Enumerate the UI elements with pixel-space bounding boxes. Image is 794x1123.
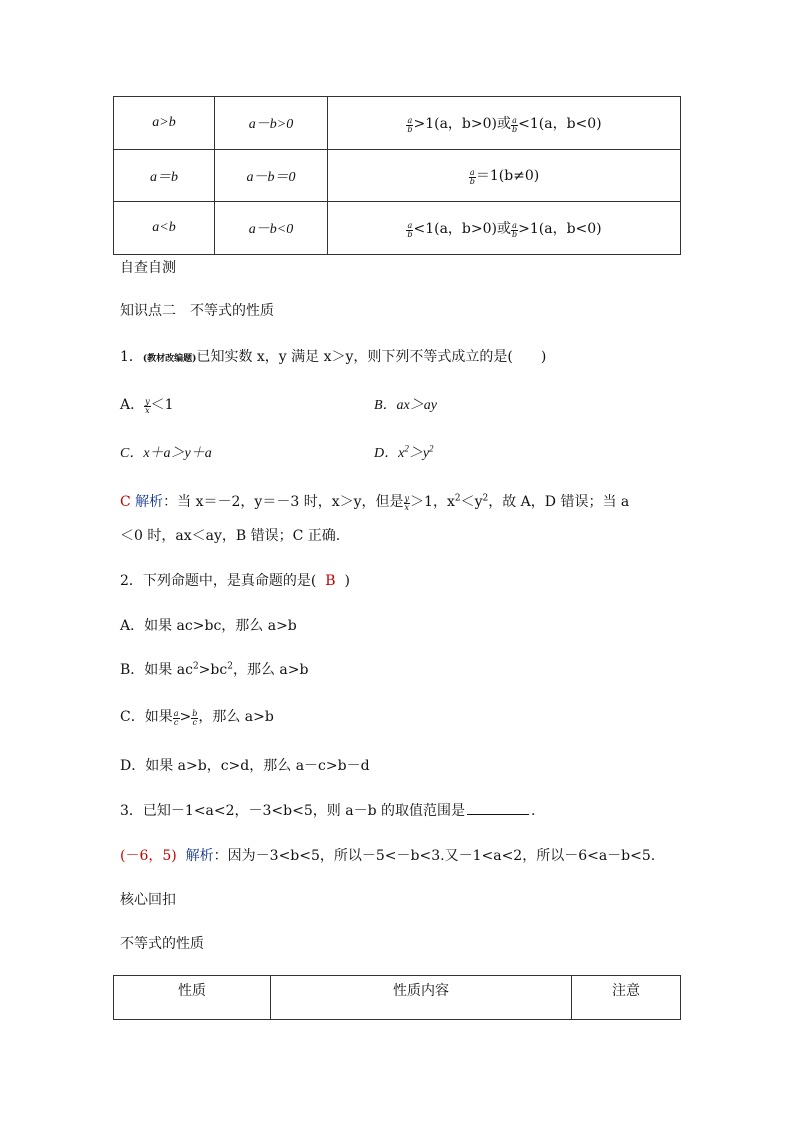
answer-blank bbox=[467, 814, 529, 815]
relation-cell: a＝b bbox=[114, 150, 215, 202]
question-2-stem: 2．下列命题中，是真命题的是( B ) bbox=[120, 573, 350, 589]
difference-cell: a－b<0 bbox=[215, 202, 328, 255]
table-header-note: 注意 bbox=[572, 976, 681, 1020]
answer-label: B bbox=[325, 573, 336, 589]
answer-label: (－6，5) bbox=[120, 848, 177, 864]
question-1-option-a: A． $\frac{y}{x}$ ＜1 bbox=[120, 397, 174, 415]
question-2-option-c: C．如果 $\frac{a}{c}$ > $\frac{b}{c}$ ，那么 a>b bbox=[120, 709, 274, 727]
properties-table bbox=[113, 975, 681, 1020]
question-1-option-d: D．$x^2>y^2$ bbox=[374, 443, 434, 461]
question-3-analysis: (－6，5) 解析：因为－3<b<5，所以－5<－b<3.又－1<a<2，所以－6<a－b<5. bbox=[120, 848, 656, 864]
difference-cell: a－b>0 bbox=[215, 97, 328, 150]
question-1-analysis-cont: ＜0 时，ax＜ay，B 错误；C 正确. bbox=[120, 528, 341, 544]
table-header-property: 性质 bbox=[114, 976, 271, 1020]
table-header-content: 性质内容 bbox=[271, 976, 572, 1020]
section-heading-self-check: 自查自测 bbox=[120, 260, 176, 276]
comparison-table bbox=[113, 96, 681, 255]
section-heading-core: 核心回扣 bbox=[120, 892, 176, 908]
question-1-option-b: B．ax＞ay bbox=[374, 398, 437, 413]
question-1-analysis: C 解析：当 x＝－2，y＝－3 时，x＞y，但是 $\frac{y}{x}$ ＞1，$x^2<y^2$，故 A，D 错误；当 a bbox=[120, 493, 630, 512]
quotient-cell: $\frac{a}{b}$ ＝1(b≠0) bbox=[328, 150, 681, 202]
quotient-cell: $\frac{a}{b}$ >1(a，b>0)或 $\frac{a}{b}$ <1(a，b<0) bbox=[328, 97, 681, 150]
question-2-option-a: A．如果 ac>bc，那么 a>b bbox=[120, 618, 297, 634]
answer-label: C bbox=[120, 494, 131, 510]
question-3-stem: 3．已知－1<a<2，－3<b<5，则 a－b 的取值范围是 . bbox=[120, 803, 536, 819]
question-tag: (教材改编题) bbox=[142, 354, 197, 364]
question-2-option-b: B．如果 $ac^2>bc^2$，那么 a>b bbox=[120, 661, 309, 678]
section-heading-knowledge-point: 知识点二 不等式的性质 bbox=[120, 303, 274, 319]
question-2-option-d: D．如果 a>b，c>d，那么 a－c>b－d bbox=[120, 758, 370, 774]
question-1-option-c: C．x＋a＞y＋a bbox=[120, 446, 212, 461]
relation-cell: a<b bbox=[114, 202, 215, 255]
relation-cell: a>b bbox=[114, 97, 215, 150]
quotient-cell: $\frac{a}{b}$ <1(a，b>0)或 $\frac{a}{b}$ >1(a，b<0) bbox=[328, 202, 681, 255]
section-heading-properties: 不等式的性质 bbox=[120, 936, 204, 952]
question-1-stem: 1．(教材改编题)已知实数 x，y 满足 x＞y，则下列不等式成立的是( ) bbox=[120, 349, 547, 365]
difference-cell: a－b＝0 bbox=[215, 150, 328, 202]
